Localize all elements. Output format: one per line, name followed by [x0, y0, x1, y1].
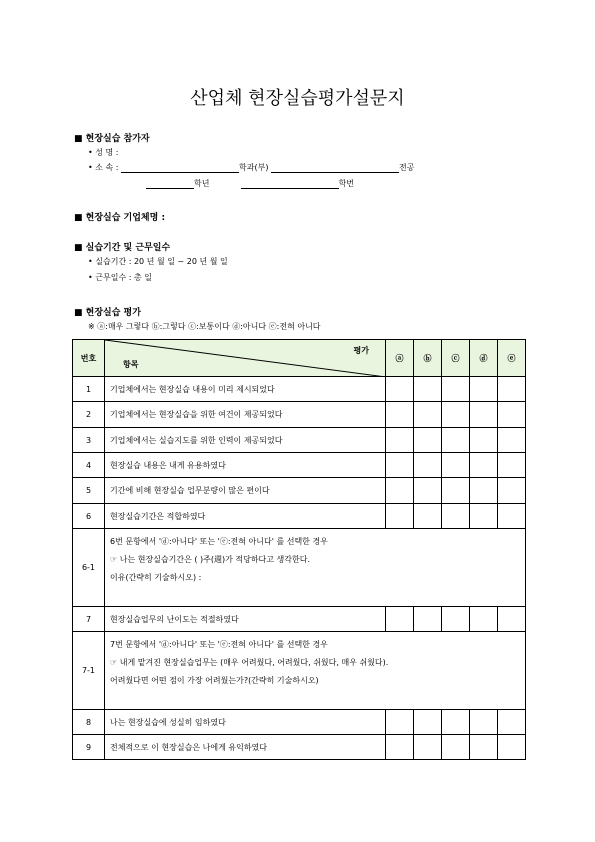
- grade-b-cell[interactable]: [414, 607, 442, 632]
- grade-d-cell[interactable]: [470, 710, 498, 735]
- grade-c-cell[interactable]: [442, 377, 470, 402]
- followup-7-1-difficulty: ☞ 내게 맡겨진 현장실습업무는 (매우 어려웠다, 어려웠다, 쉬웠다, 매우 쉬웠다).: [110, 658, 389, 667]
- grade-a-cell[interactable]: [386, 377, 414, 402]
- question-text: 현장실습기간은 적합하였다: [105, 504, 386, 529]
- grade-e-cell[interactable]: [498, 710, 526, 735]
- grade-a-cell[interactable]: [386, 453, 414, 478]
- followup-7-1: [105, 632, 526, 710]
- grade-c-cell[interactable]: [442, 428, 470, 453]
- row-number: 5: [73, 478, 105, 504]
- grade-a-cell[interactable]: [386, 710, 414, 735]
- table-row: [73, 478, 526, 504]
- grade-a-cell[interactable]: [386, 402, 414, 428]
- period-heading: ■ 실습기간 및 근무일수: [74, 243, 171, 253]
- company-heading: ■ 현장실습 기업체명 :: [74, 213, 166, 223]
- grade-a-cell[interactable]: [386, 607, 414, 632]
- followup-7-1-condition: 7번 문항에서 'ⓓ:아니다' 또는 'ⓔ:전혀 아니다' 를 선택한 경우: [110, 640, 328, 649]
- participant-heading: ■ 현장실습 참가자: [74, 134, 150, 144]
- grade-b-cell[interactable]: [414, 377, 442, 402]
- grade-b-cell[interactable]: [414, 453, 442, 478]
- grade-c-header: ⓒ: [442, 340, 470, 377]
- grade-b-header: ⓑ: [414, 340, 442, 377]
- grade-c-cell[interactable]: [442, 710, 470, 735]
- page-title: 산업체 현장실습평가설문지: [190, 88, 405, 109]
- grade-c-cell[interactable]: [442, 478, 470, 504]
- header-item-eval: [105, 340, 386, 377]
- grade-e-cell[interactable]: [498, 478, 526, 504]
- grade-e-cell[interactable]: [498, 504, 526, 529]
- followup-6-1-reason: 이유(간략히 기술하시오) :: [110, 573, 202, 582]
- affiliation-row: [88, 162, 415, 173]
- row-number: 3: [73, 428, 105, 453]
- header-eval: 평가: [353, 346, 369, 355]
- table-header-row: [73, 340, 526, 377]
- table-row: [73, 377, 526, 402]
- followup-6-1: [105, 529, 526, 607]
- grade-e-cell[interactable]: [498, 428, 526, 453]
- question-text: 현장실습업무의 난이도는 적절하였다: [105, 607, 386, 632]
- grade-d-cell[interactable]: [470, 377, 498, 402]
- header-number: 번호: [73, 340, 105, 377]
- days-line: • 근무일수 : 총 일: [88, 273, 152, 282]
- grade-c-cell[interactable]: [442, 607, 470, 632]
- row-number: 6: [73, 504, 105, 529]
- row-number: 4: [73, 453, 105, 478]
- year-id-row: [146, 178, 354, 189]
- row-number: 7: [73, 607, 105, 632]
- grade-e-header: ⓔ: [498, 340, 526, 377]
- table-row: [73, 607, 526, 632]
- row-number: 1: [73, 377, 105, 402]
- question-text: 현장실습 내용은 내게 유용하였다: [105, 453, 386, 478]
- evaluation-heading: ■ 현장실습 평가: [74, 308, 141, 318]
- grade-e-cell[interactable]: [498, 735, 526, 760]
- grade-e-cell[interactable]: [498, 453, 526, 478]
- affiliation-label: • 소 속 :: [88, 163, 119, 172]
- grade-d-cell[interactable]: [470, 504, 498, 529]
- followup-7-1-reason: 어려웠다면 어떤 점이 가장 어려웠는가?(간략히 기술하시오): [110, 676, 319, 685]
- grade-d-header: ⓓ: [470, 340, 498, 377]
- grade-c-cell[interactable]: [442, 504, 470, 529]
- major-label: 전공: [399, 163, 415, 172]
- grade-b-cell[interactable]: [414, 710, 442, 735]
- header-item: 항목: [123, 360, 139, 369]
- table-row: [73, 710, 526, 735]
- grade-a-cell[interactable]: [386, 428, 414, 453]
- question-text: 기간에 비해 현장실습 업무분량이 많은 편이다: [105, 478, 386, 504]
- question-text: 나는 현장실습에 성실히 임하였다: [105, 710, 386, 735]
- evaluation-table: [72, 339, 526, 760]
- table-row: [73, 735, 526, 760]
- grade-c-cell[interactable]: [442, 735, 470, 760]
- grade-b-cell[interactable]: [414, 478, 442, 504]
- question-text: 기업체에서는 현장실습 내용이 미리 제시되었다: [105, 377, 386, 402]
- question-text: 기업체에서는 현장실습을 위한 여건이 제공되었다: [105, 402, 386, 428]
- table-row: [73, 402, 526, 428]
- row-number: 8: [73, 710, 105, 735]
- grade-c-cell[interactable]: [442, 402, 470, 428]
- row-number: 7-1: [73, 632, 105, 710]
- row-number: 6-1: [73, 529, 105, 607]
- grade-a-cell[interactable]: [386, 735, 414, 760]
- grade-b-cell[interactable]: [414, 504, 442, 529]
- followup-6-1-weeks: ☞ 나는 현장실습기간은 ( )주(週)가 적당하다고 생각한다.: [110, 555, 311, 564]
- table-row: [73, 428, 526, 453]
- grade-b-cell[interactable]: [414, 428, 442, 453]
- department-label: 학과(부): [239, 163, 269, 172]
- student-id-field[interactable]: [241, 179, 339, 189]
- major-field[interactable]: [271, 163, 399, 173]
- period-line: • 실습기간 : 20 년 월 일 ~ 20 년 월 일: [88, 257, 228, 266]
- name-line: • 성 명 :: [88, 148, 119, 157]
- grade-b-cell[interactable]: [414, 402, 442, 428]
- followup-6-1-condition: 6번 문항에서 'ⓓ:아니다' 또는 'ⓔ:전혀 아니다' 를 선택한 경우: [110, 537, 328, 546]
- grade-c-cell[interactable]: [442, 453, 470, 478]
- table-row: [73, 504, 526, 529]
- grade-d-cell[interactable]: [470, 478, 498, 504]
- grade-d-cell[interactable]: [470, 607, 498, 632]
- question-text: 기업체에서는 실습지도를 위한 인력이 제공되었다: [105, 428, 386, 453]
- grade-a-cell[interactable]: [386, 504, 414, 529]
- year-field[interactable]: [146, 179, 194, 189]
- department-field[interactable]: [121, 163, 239, 173]
- question-text: 전체적으로 이 현장실습은 나에게 유익하였다: [105, 735, 386, 760]
- grade-e-cell[interactable]: [498, 377, 526, 402]
- grade-d-cell[interactable]: [470, 453, 498, 478]
- table-row-6-1: [73, 529, 526, 607]
- year-label: 학년: [194, 179, 210, 188]
- row-number: 9: [73, 735, 105, 760]
- table-row-7-1: [73, 632, 526, 710]
- grade-e-cell[interactable]: [498, 402, 526, 428]
- grade-a-cell[interactable]: [386, 478, 414, 504]
- grade-d-cell[interactable]: [470, 428, 498, 453]
- diagonal-divider: [105, 340, 386, 377]
- grade-a-header: ⓐ: [386, 340, 414, 377]
- grade-b-cell[interactable]: [414, 735, 442, 760]
- grade-legend: ※ ⓐ:매우 그렇다 ⓑ:그렇다 ⓒ:보통이다 ⓓ:아니다 ⓔ:전혀 아니다: [88, 322, 321, 331]
- grade-e-cell[interactable]: [498, 607, 526, 632]
- grade-d-cell[interactable]: [470, 735, 498, 760]
- row-number: 2: [73, 402, 105, 428]
- student-id-label: 학번: [338, 179, 355, 188]
- grade-d-cell[interactable]: [470, 402, 498, 428]
- table-row: [73, 453, 526, 478]
